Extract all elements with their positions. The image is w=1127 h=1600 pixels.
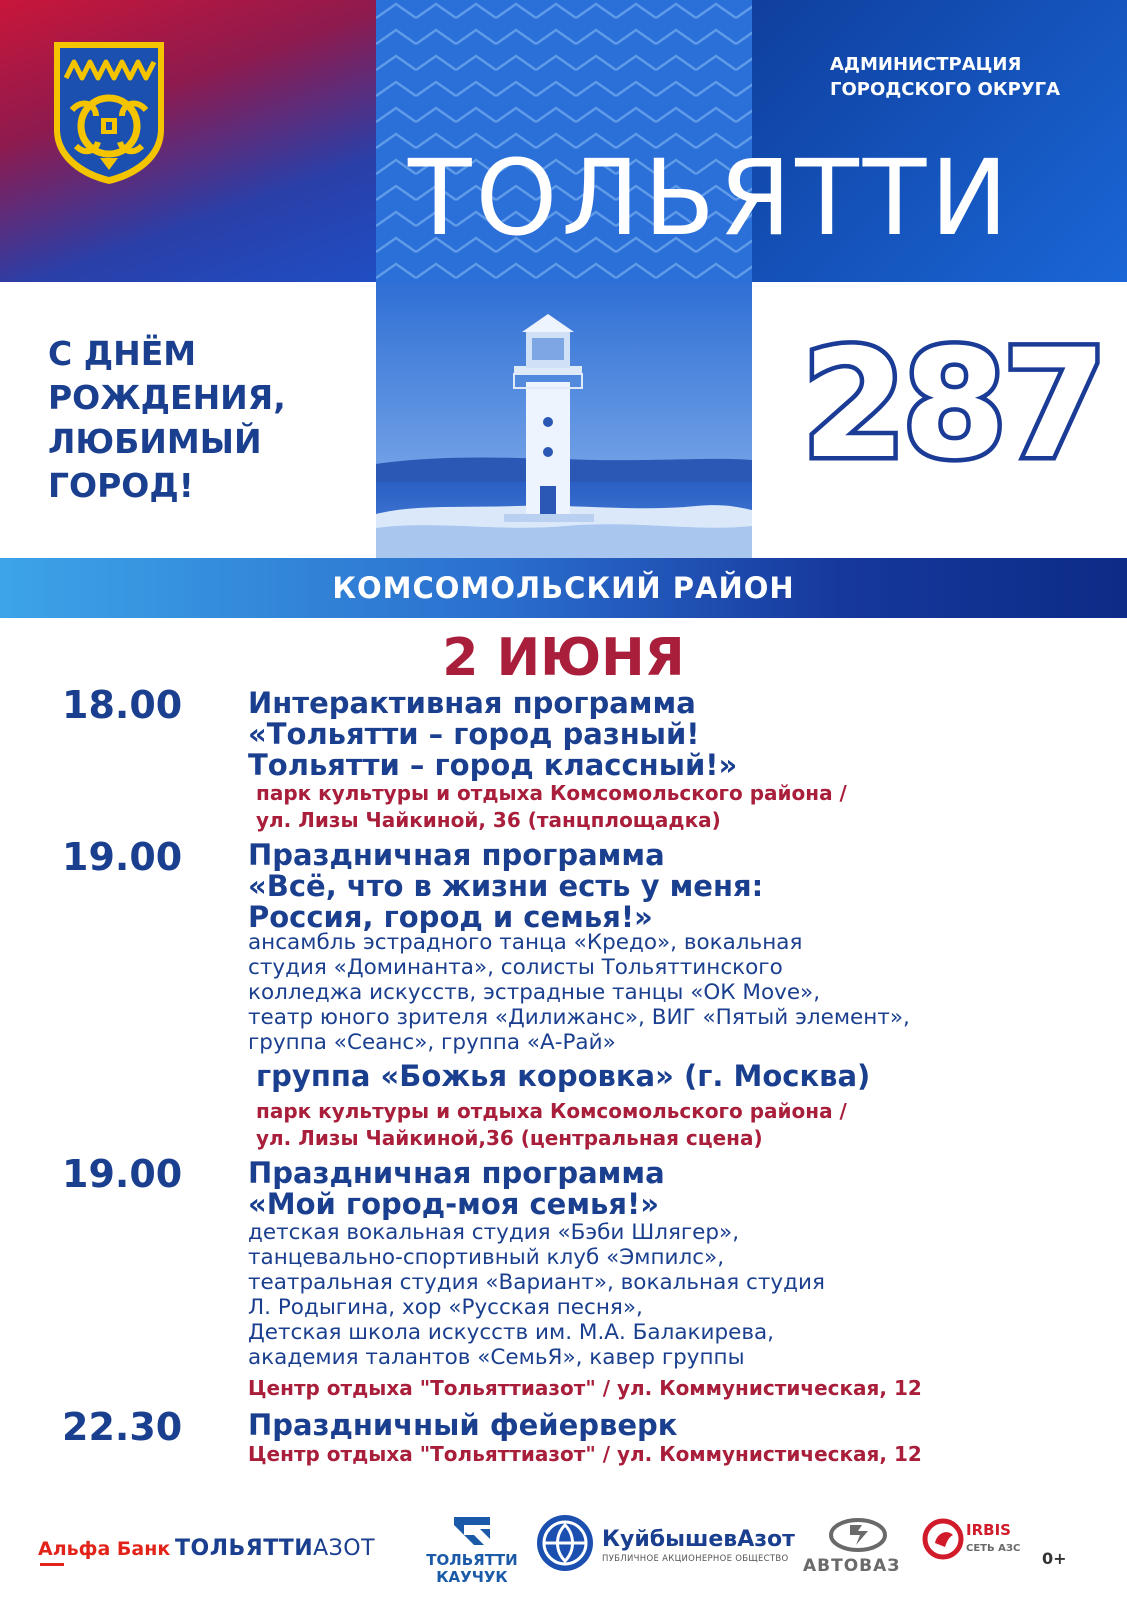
kuibyshevazot-text: КуйбышевАзот	[602, 1527, 795, 1552]
event-title	[248, 840, 763, 933]
kuibyshevazot-subtitle: ПУБЛИЧНОЕ АКЦИОНЕРНОЕ ОБЩЕСТВО	[602, 1554, 789, 1564]
event-performers	[248, 1220, 825, 1370]
event-venue	[248, 1375, 922, 1402]
birthday-greeting	[48, 332, 348, 508]
performers-line: Детская школа искусств им. М.А. Балакирева,	[248, 1320, 775, 1345]
event-venue-line: Центр отдыха "Тольяттиазот" / ул. Коммунистическая, 12	[248, 1442, 922, 1466]
event-date: 2 ИЮНЯ	[442, 628, 685, 688]
event-venue-line: ул. Лизы Чайкиной,36 (центральная сцена)	[256, 1126, 763, 1150]
event-title	[248, 1158, 665, 1220]
event-title	[248, 688, 737, 781]
event-time: 19.00	[62, 1152, 183, 1196]
sponsor-togliattiazot	[175, 1536, 375, 1561]
age-rating-badge: 0+	[1042, 1549, 1067, 1568]
event-venue-line: Центр отдыха "Тольяттиазот" / ул. Коммунистическая, 12	[248, 1376, 922, 1400]
sponsors-strip	[0, 1505, 1127, 1600]
greeting-line-3: ЛЮБИМЫЙ	[48, 422, 262, 461]
event-time: 19.00	[62, 835, 183, 879]
performers-line: группа «Сеанс», группа «А-Рай»	[248, 1030, 616, 1055]
irbis-text: IRBIS	[966, 1521, 1011, 1539]
performers-line: Л. Родыгина, хор «Русская песня»,	[248, 1295, 643, 1320]
sponsor-togliatti-kauchuk	[418, 1513, 526, 1586]
event-venue-line: ул. Лизы Чайкиной, 36 (танцплощадка)	[256, 808, 721, 832]
kauchuk-line-1: ТОЛЬЯТТИ	[426, 1551, 518, 1569]
event-title-line: Тольятти – город классный!»	[248, 748, 738, 782]
kauchuk-line-2: КАУЧУК	[436, 1568, 508, 1586]
event-title-line: «Тольятти – город разный!	[248, 717, 700, 751]
event-headliner: группа «Божья коровка» (г. Москва)	[256, 1059, 871, 1093]
azot-light-text: АЗОТ	[313, 1536, 376, 1561]
administration-label	[830, 52, 1060, 102]
event-time: 18.00	[62, 683, 183, 727]
performers-line: театральная студия «Вариант», вокальная студия	[248, 1270, 825, 1295]
performers-line: академия талантов «СемьЯ», кавер группы	[248, 1345, 745, 1370]
sponsor-irbis	[966, 1521, 1020, 1554]
kauchuk-logo-icon	[450, 1513, 494, 1549]
performers-line: детская вокальная студия «Бэби Шлягер»,	[248, 1220, 740, 1245]
performers-line: колледжа искусств, эстрадные танцы «ОК Move»,	[248, 980, 821, 1005]
event-time: 22.30	[62, 1405, 183, 1449]
city-name: ТОЛЬЯТТИ	[408, 137, 1013, 259]
event-title-line: «Мой город-моя семья!»	[248, 1187, 659, 1221]
sponsor-alfa-bank	[38, 1538, 170, 1560]
event-venue	[248, 1441, 922, 1468]
lighthouse-photo	[376, 282, 752, 558]
sponsor-avtovaz: АВТОВАЗ	[803, 1556, 901, 1576]
event-venue-line: парк культуры и отдыха Комсомольского района /	[256, 1099, 847, 1123]
admin-line-2: ГОРОДСКОГО ОКРУГА	[830, 79, 1061, 100]
event-performers	[248, 930, 910, 1055]
irbis-leopard-icon	[921, 1517, 965, 1561]
irbis-subtitle: СЕТЬ АЗС	[966, 1543, 1021, 1554]
avtovaz-boat-icon	[828, 1517, 888, 1553]
alfa-underline-icon	[40, 1563, 64, 1566]
event-venue	[256, 1098, 847, 1152]
alfa-bank-logo-text: Альфа Банк	[38, 1538, 171, 1560]
kuibyshevazot-emblem-icon	[535, 1513, 595, 1573]
event-title-line: Праздничный фейерверк	[248, 1408, 678, 1442]
event-title	[248, 1410, 677, 1441]
event-title-line: Интерактивная программа	[248, 686, 696, 720]
performers-line: театр юного зрителя «Дилижанс», ВИГ «Пятый элемент»,	[248, 1005, 910, 1030]
admin-line-1: АДМИНИСТРАЦИЯ	[830, 54, 1022, 75]
greeting-line-1: С ДНЁМ	[48, 334, 197, 373]
greeting-line-2: РОЖДЕНИЯ,	[48, 378, 286, 417]
city-crest-icon	[50, 38, 168, 186]
district-banner: КОМСОМОЛЬСКИЙ РАЙОН	[0, 558, 1127, 618]
sponsor-kuibyshevazot	[602, 1527, 795, 1564]
event-title-line: «Всё, что в жизни есть у меня:	[248, 869, 764, 903]
event-title-line: Праздничная программа	[248, 1156, 665, 1190]
performers-line: студия «Доминанта», солисты Тольяттинского	[248, 955, 783, 980]
event-venue	[256, 780, 847, 834]
performers-line: ансамбль эстрадного танца «Кредо», вокальная	[248, 930, 803, 955]
anniversary-number: 287	[802, 318, 1104, 492]
azot-bold-text: ТОЛЬЯТТИ	[175, 1536, 314, 1561]
event-title-line: Праздничная программа	[248, 838, 665, 872]
event-title-line: Россия, город и семья!»	[248, 900, 653, 934]
greeting-line-4: ГОРОД!	[48, 466, 194, 505]
event-venue-line: парк культуры и отдыха Комсомольского района /	[256, 781, 847, 805]
performers-line: танцевально-спортивный клуб «Эмпилс»,	[248, 1245, 725, 1270]
